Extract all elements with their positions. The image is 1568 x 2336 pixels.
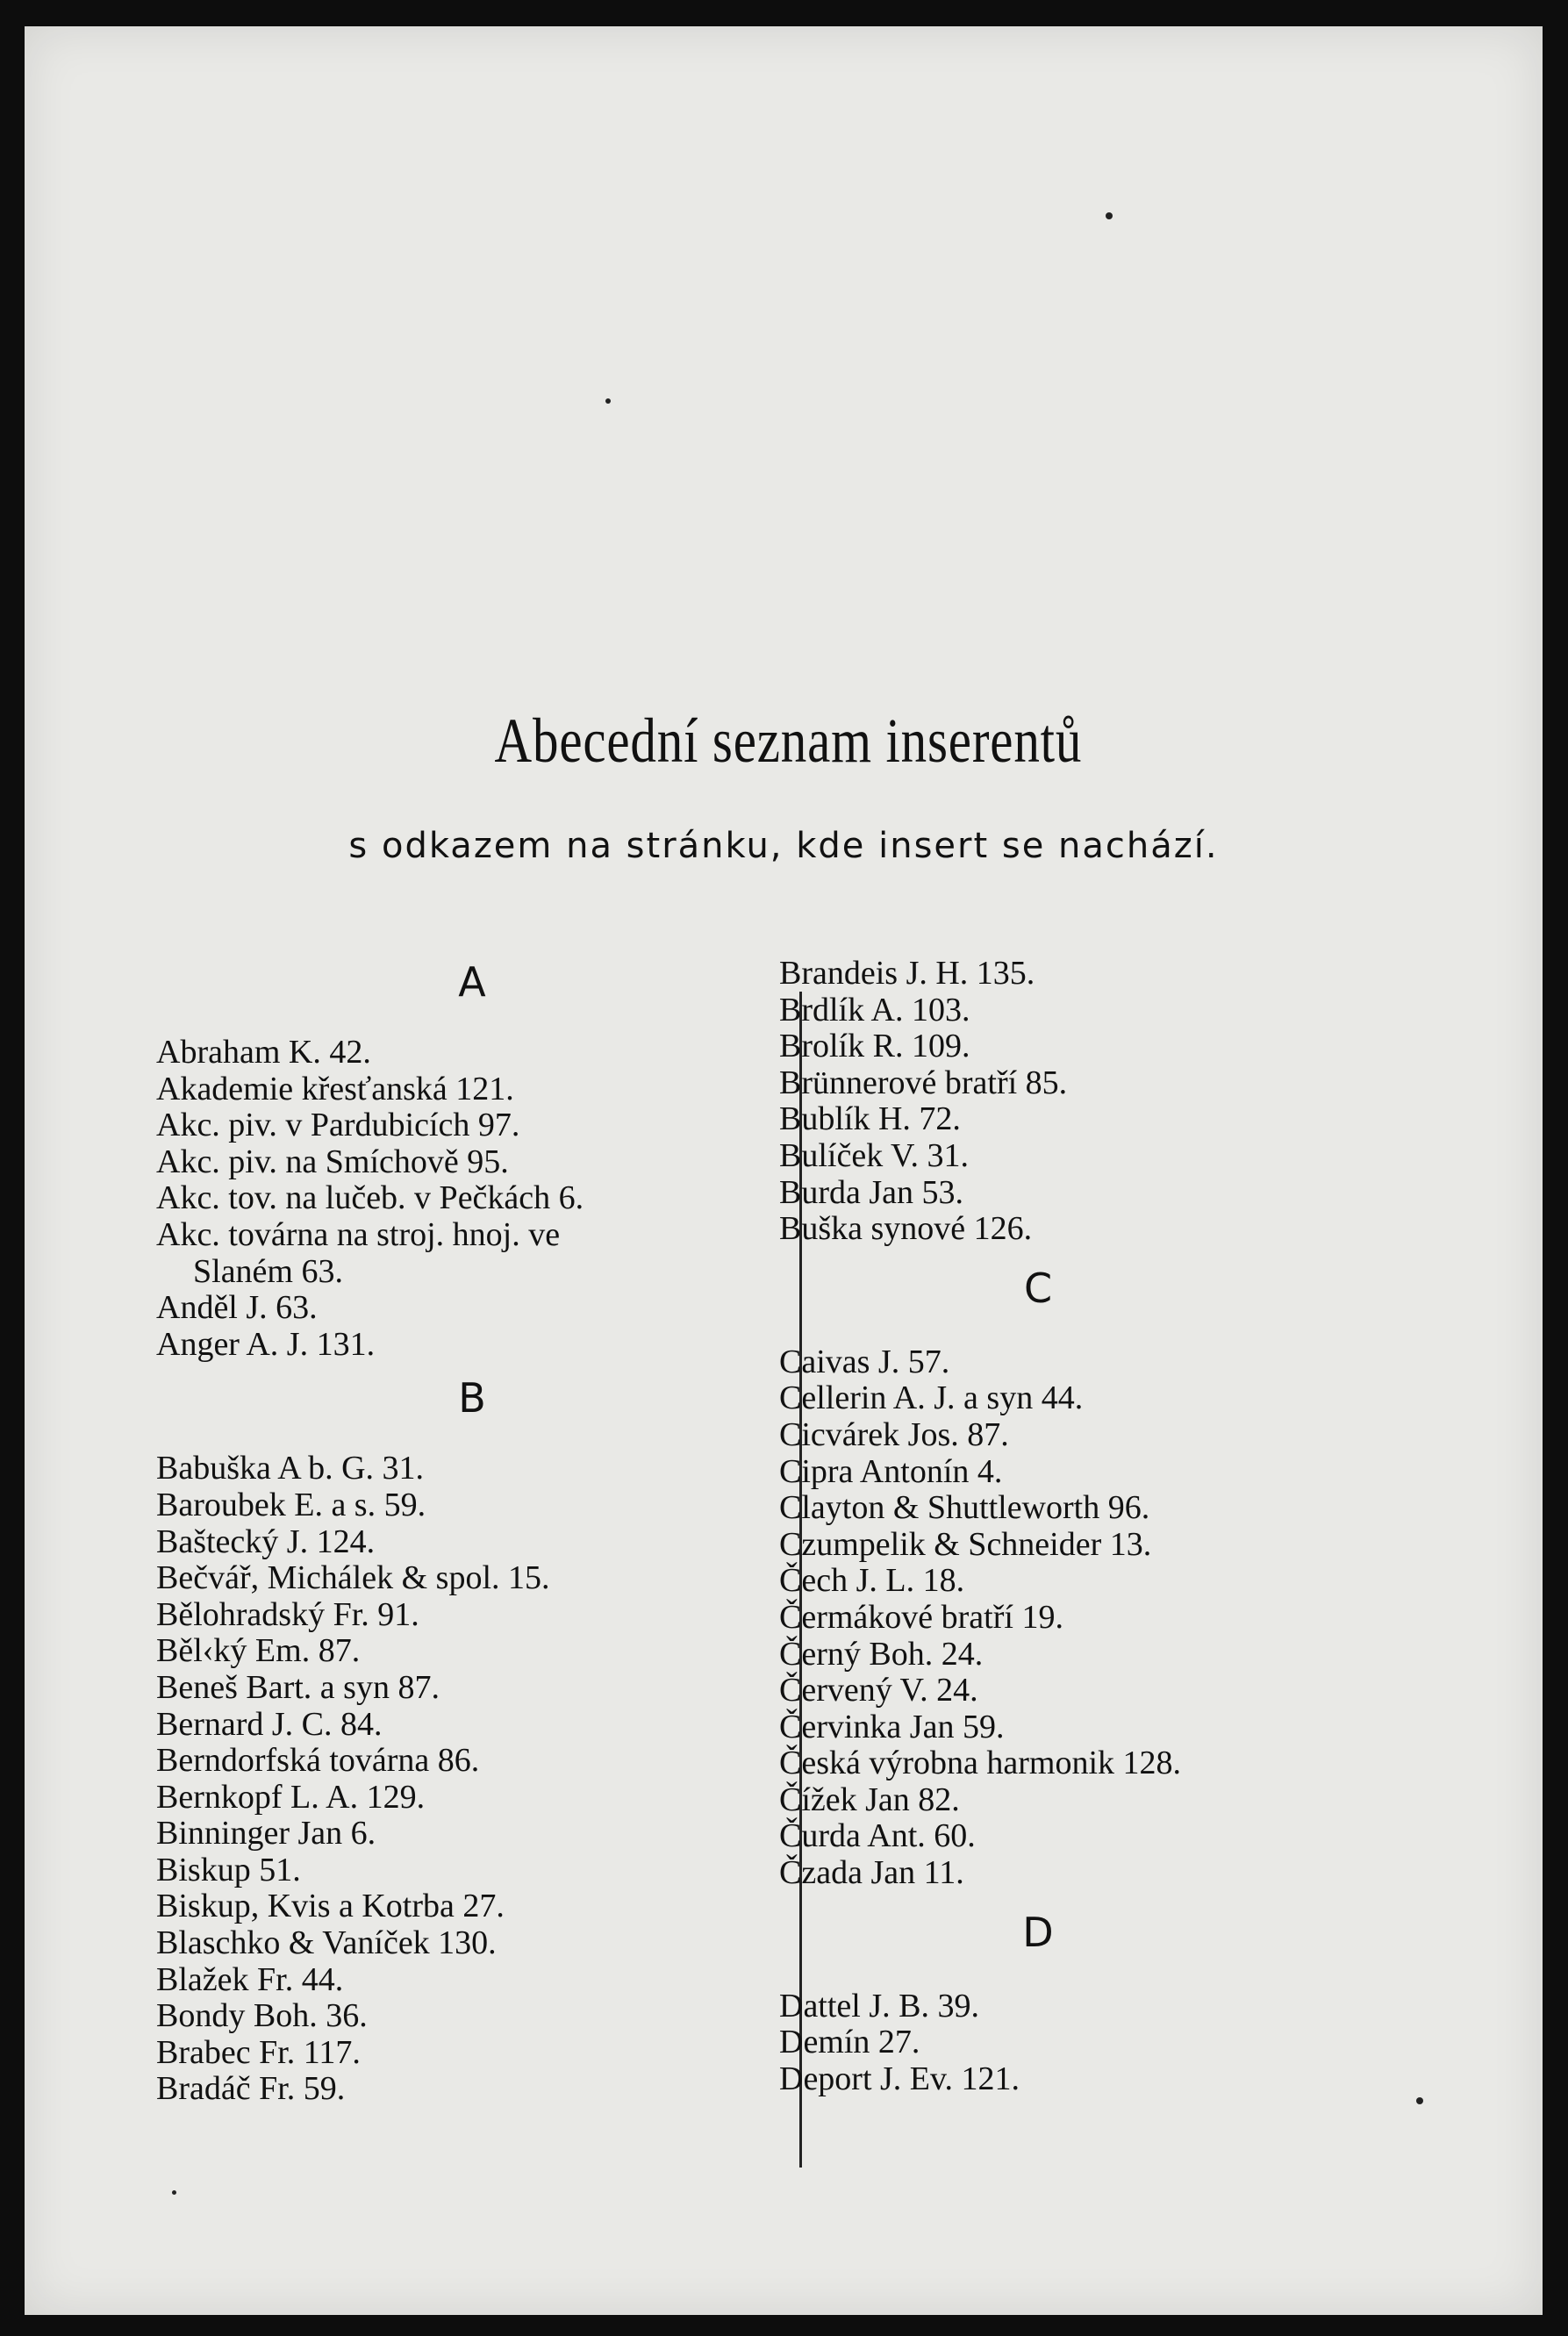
index-entry: Černý Boh. 24. (779, 1635, 984, 1673)
index-entry: Anger A. J. 131. (156, 1325, 376, 1363)
index-entry: Brolík R. 109. (779, 1028, 970, 1065)
index-entry: Cellerin A. J. a syn 44. (779, 1379, 1084, 1417)
index-entry: Bublík H. 72. (779, 1100, 961, 1138)
section-letter-d: D (1022, 1908, 1054, 1956)
index-entry: Bradáč Fr. 59. (156, 2070, 346, 2108)
index-entry: Čurda Ant. 60. (779, 1817, 976, 1855)
index-entry: Blaschko & Vaníček 130. (156, 1924, 497, 1962)
index-entry: Dattel J. B. 39. (779, 1987, 979, 2024)
index-entry: Burda Jan 53. (779, 1173, 964, 1211)
index-entry: Biskup 51. (156, 1851, 301, 1888)
index-entry: Bondy Boh. 36. (156, 1997, 368, 2035)
index-entry: Baroubek E. a s. 59. (156, 1486, 426, 1523)
index-entry: Buška synové 126. (779, 1210, 1033, 1248)
index-entry: Akc. piv. v Pardubicích 97. (156, 1107, 520, 1144)
index-entry: Cicvárek Jos. 87. (779, 1415, 1009, 1453)
section-letter-a: A (458, 958, 486, 1006)
index-entry: Blažek Fr. 44. (156, 1960, 344, 1998)
speck (1106, 212, 1113, 219)
index-entry: Běl‹ký Em. 87. (156, 1632, 361, 1670)
index-entry: Czumpelik & Schneider 13. (779, 1525, 1152, 1563)
index-entry: Clayton & Shuttleworth 96. (779, 1489, 1150, 1527)
index-entry: Brabec Fr. 117. (156, 2033, 361, 2071)
index-entry: Čech J. L. 18. (779, 1562, 965, 1600)
index-entry: Bernard J. C. 84. (156, 1705, 383, 1743)
index-entry: Cipra Antonín 4. (779, 1452, 1003, 1490)
index-entry: Brünnerové bratří 85. (779, 1064, 1068, 1101)
left-column (156, 947, 762, 2108)
index-entry: Akademie křesťanská 121. (156, 1070, 514, 1107)
index-entry: Beneš Bart. a syn 87. (156, 1668, 440, 1706)
index-entry: Bernkopf L. A. 129. (156, 1778, 426, 1816)
index-entry: Bělohradský Fr. 91. (156, 1595, 419, 1633)
index-entry: Akc. továrna na stroj. hnoj. ve (156, 1215, 561, 1253)
index-entry: Abraham K. 42. (156, 1034, 371, 1071)
page-subtitle: s odkazem na stránku, kde insert se nachází. (348, 826, 1219, 866)
index-entry: Brdlík A. 103. (779, 991, 970, 1028)
index-entry: Babuška A b. G. 31. (156, 1450, 425, 1487)
index-entry: Anděl J. 63. (156, 1289, 318, 1327)
section-letter-c: C (1023, 1264, 1053, 1312)
index-entry: Binninger Jan 6. (156, 1815, 376, 1852)
index-entry: Akc. tov. na lučeb. v Pečkách 6. (156, 1179, 584, 1217)
index-entry: Demín 27. (779, 2024, 920, 2061)
right-column (779, 956, 1332, 2097)
index-entry: Červený V. 24. (779, 1672, 978, 1709)
page-title: Abecední seznam inserentů (494, 706, 1083, 776)
index-entry: Čížek Jan 82. (779, 1781, 960, 1818)
index-entry: Biskup, Kvis a Kotrba 27. (156, 1888, 505, 1925)
index-entry: Čermákové bratří 19. (779, 1598, 1063, 1636)
index-entry: Akc. piv. na Smíchově 95. (156, 1143, 509, 1180)
index-entry: Bečvář, Michálek & spol. 15. (156, 1559, 550, 1597)
index-entry: Červinka Jan 59. (779, 1708, 1005, 1745)
index-entry: Brandeis J. H. 135. (779, 955, 1035, 992)
index-entry: Berndorfská továrna 86. (156, 1742, 480, 1780)
speck (172, 2190, 176, 2195)
index-entry: Baštecký J. 124. (156, 1523, 376, 1560)
index-entry: Deport J. Ev. 121. (779, 2060, 1020, 2097)
index-entry: Caivas J. 57. (779, 1343, 950, 1380)
speck (605, 398, 611, 404)
speck (1416, 2097, 1423, 2104)
index-entry: Čzada Jan 11. (779, 1854, 964, 1892)
index-entry: Bulíček V. 31. (779, 1136, 970, 1174)
section-letter-b: B (458, 1374, 486, 1422)
index-entry: Česká výrobna harmonik 128. (779, 1745, 1182, 1782)
index-entry-continuation: Slaném 63. (193, 1252, 343, 1290)
